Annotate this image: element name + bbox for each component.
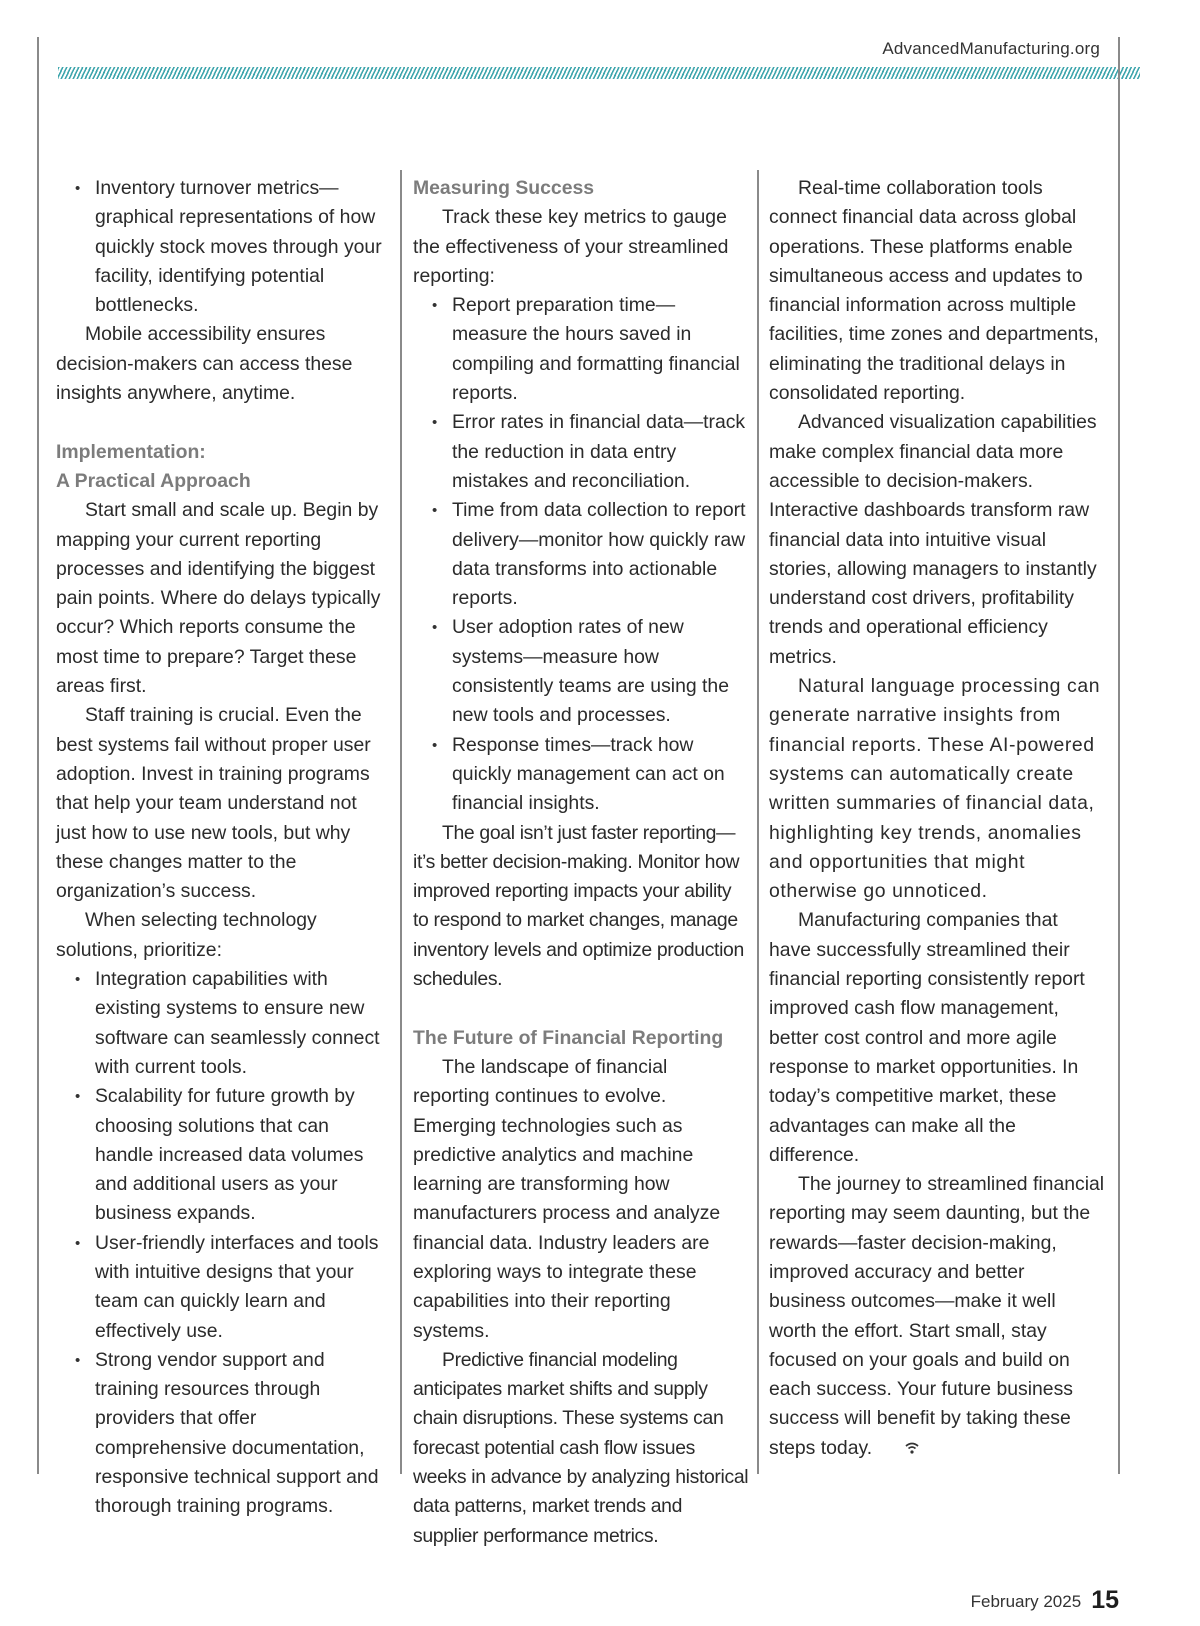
page-footer: [971, 1586, 1119, 1615]
paragraph: When selecting technology solutions, prioritize:: [56, 909, 317, 961]
section-heading: The Future of Financial Reporting: [413, 1026, 724, 1049]
paragraph-text: The journey to streamlined financial reporting may seem daunting, but the rewards—faster decision-making, improved accuracy and better business outcomes—make it well worth the effort. Start small, stay focused on your goals and build on each success. Your future business success will benefit by taking these steps today.: [769, 1173, 1105, 1459]
paragraph: Mobile accessibility ensures decision-makers can access these insights anywhere, anytime.: [56, 323, 353, 405]
priorities-bullet-list: [56, 965, 392, 1522]
page-left-rule: [37, 37, 39, 1474]
issue-date: February 2025: [970, 1592, 1082, 1611]
list-item: • Inventory turnover metrics—graphical representations of how quickly stock moves through your facility, identifying potential bottlenecks.: [56, 174, 392, 320]
list-item: • Scalability for future growth by choosing solutions that can handle increased data volumes and additional users as your business expands.: [56, 1082, 392, 1228]
column-divider-1: [400, 170, 402, 1474]
inventory-bullet-list: [56, 174, 392, 320]
column-2: [413, 174, 749, 1551]
list-item: • Strong vendor support and training resources through providers that offer comprehensive documentation, responsive technical support and thorough training programs.: [56, 1346, 392, 1522]
section-heading: Measuring Success: [413, 177, 595, 199]
paragraph: Start small and scale up. Begin by mapping your current reporting processes and identifying the biggest pain points. Where do delays typically occur? Which reports consume the most time to prepare? Target these areas first.: [56, 499, 381, 698]
paragraph: [769, 1170, 1105, 1464]
wifi-end-icon: [876, 1435, 919, 1464]
paragraph: Real-time collaboration tools connect financial data across global operations. These platforms enable simultaneous access and updates to financial information across multiple facilities, time zones and departments, eliminating the traditional delays in consolidated reporting.: [769, 177, 1099, 405]
paragraph: Advanced visualization capabilities make complex financial data more accessible to decision-makers. Interactive dashboards transform raw financial data into intuitive visual stories, allowing managers to instantly understand cost drivers, profitability trends and operational efficiency metrics.: [769, 411, 1097, 668]
section-heading: A Practical Approach: [56, 469, 251, 492]
list-item: • Time from data collection to report delivery—monitor how quickly raw data transforms into actionable reports.: [413, 496, 749, 613]
paragraph: The goal isn’t just faster reporting—it’s better decision-making. Monitor how improved reporting impacts your ability to respond to market changes, manage inventory levels and optimize production schedules.: [413, 821, 744, 991]
list-item: • User adoption rates of new systems—measure how consistently teams are using the new tools and processes.: [413, 613, 749, 730]
list-item: • Report preparation time—measure the hours saved in compiling and formatting financial reports.: [413, 291, 749, 408]
list-item: • Integration capabilities with existing systems to ensure new software can seamlessly connect with current tools.: [56, 965, 392, 1082]
paragraph: The landscape of financial reporting continues to evolve. Emerging technologies such as predictive analytics and machine learning are transforming how manufacturers process and analyze financial data. Industry leaders are exploring ways to integrate these capabilities into their reporting systems.: [413, 1055, 721, 1342]
list-item: • Error rates in financial data—track the reduction in data entry mistakes and reconciliation.: [413, 408, 749, 496]
paragraph: Manufacturing companies that have successfully streamlined their financial reporting consistently report improved cash flow management, better cost control and more agile response to market opportunities. In today’s competitive market, these advantages can make all the difference.: [769, 909, 1085, 1166]
page-right-rule: [1118, 37, 1120, 1474]
metrics-bullet-list: [413, 291, 749, 818]
page-number: 15: [1091, 1586, 1119, 1614]
header-hatch-rule: [58, 67, 1140, 79]
paragraph: Staff training is crucial. Even the best systems fail without proper user adoption. Invest in training programs that help your team understand not just how to use new tools, but why these changes matter to the organization’s success.: [56, 704, 371, 903]
section-heading: Implementation:: [56, 440, 206, 463]
paragraph: Natural language processing can generate narrative insights from financial reports. These AI-powered systems can automatically create written summaries of financial data, highlighting key trends, anomalies and opportunities that might otherwise go unnoticed.: [769, 675, 1101, 903]
site-url: AdvancedManufacturing.org: [882, 39, 1100, 58]
paragraph: Predictive financial modeling anticipates market shifts and supply chain disruptions. These systems can forecast potential cash flow issues weeks in advance by analyzing historical data patterns, market trends and supplier performance metrics.: [413, 1348, 749, 1547]
column-divider-2: [757, 170, 759, 1474]
list-item: • Response times—track how quickly management can act on financial insights.: [413, 731, 749, 819]
paragraph: Track these key metrics to gauge the effectiveness of your streamlined reporting:: [413, 206, 729, 287]
list-item: • User-friendly interfaces and tools with intuitive designs that your team can quickly learn and effectively use.: [56, 1229, 392, 1346]
column-3: [769, 174, 1105, 1464]
column-1: [56, 174, 392, 1522]
